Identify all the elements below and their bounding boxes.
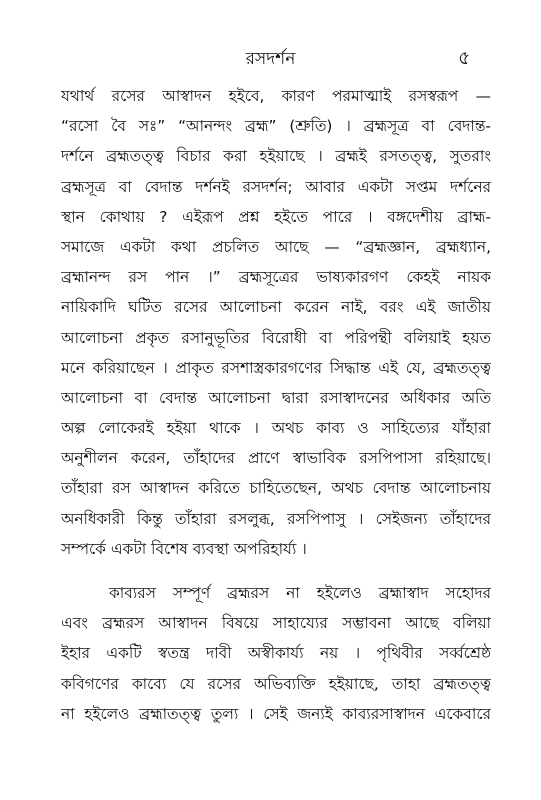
text-line: নায়িকাদি ঘটিত রসের আলোচনা করেন নাই, বরং এই জাতীয়: [61, 298, 491, 317]
page-number: ৫: [458, 47, 471, 69]
text-line: ব্রহ্মসূত্র বা বেদান্ত দর্শনই রসদর্শন; আবার একটা সপ্তম দর্শনের: [61, 177, 491, 196]
text-line: দর্শনে ব্রহ্মতত্ত্ব বিচার করা হইয়াছে । ব্রহ্মই রসতত্ত্ব, সুতরাং: [61, 147, 491, 166]
text-line: মনে করিয়াছেন । প্রাকৃত রসশাস্ত্রকারগণের সিদ্ধান্ত এই যে, ব্রহ্মতত্ত্ব: [61, 358, 491, 377]
running-title: রসদর্শন: [245, 49, 296, 69]
text-line: তাঁহারা রস আস্বাদন করিতে চাহিতেছেন, অথচ বেদান্ত আলোচনায়: [61, 479, 491, 498]
text-line: স্থান কোথায় ? এইরূপ প্রশ্ন হইতে পারে । বঙ্গদেশীয় ব্রাহ্ম-: [61, 207, 491, 226]
body-text: [61, 81, 491, 729]
text-line: অনুশীলন করেন, তাঁহাদের প্রাণে স্বাভাবিক রসপিপাসা রহিয়াছে।: [61, 449, 491, 468]
paragraph-2: [61, 578, 491, 729]
text-line: ব্রহ্মানন্দ রস পান ।” ব্রহ্মসূত্রের ভাষ্যকারগণ কেহই নায়ক: [61, 268, 491, 287]
text-line: কাব্যরস সম্পূর্ণ ব্রহ্মরস না হইলেও ব্রহ্মাস্বাদ সহোদর: [109, 584, 491, 602]
text-line: কবিগণের কাব্যে যে রসের অভিব্যক্তি হইয়াছে, তাহা ব্রহ্মতত্ত্ব: [61, 674, 491, 693]
text-line: “রসো বৈ সঃ” “আনন্দং ব্রহ্ম” (শ্রুতি) । ব্রহ্মসূত্র বা বেদান্ত-: [61, 117, 491, 136]
text-line: সম্পর্কে একটা বিশেষ ব্যবস্থা অপরিহার্য্য ।: [61, 539, 307, 558]
text-line: না হইলেও ব্রহ্মাতত্ত্ব তুল্য । সেই জন্যই কাব্যরসাস্বাদন একেবারে: [61, 704, 491, 723]
text-line: আলোচনা প্রকৃত রসানুভূতির বিরোধী বা পরিপন্থী বলিয়াই হয়ত: [61, 328, 491, 347]
text-line: অনধিকারী কিন্তু তাঁহারা রসলুব্ধ, রসপিপাসু । সেইজন্য তাঁহাদের: [61, 509, 491, 528]
text-line: আলোচনা বা বেদান্ত আলোচনা দ্বারা রসাস্বাদনের অধিকার অতি: [61, 388, 491, 407]
text-line: ইহার একটি স্বতন্ত্র দাবী অস্বীকার্য্য নয় । পৃথিবীর সর্ব্বশ্রেষ্ঠ: [61, 644, 491, 663]
text-line: যথার্থ রসের আস্বাদন হইবে, কারণ পরমাত্মাই রসস্বরূপ —: [61, 87, 491, 105]
text-line: এবং ব্রহ্মরস আস্বাদন বিষয়ে সাহায্যের সম্ভাবনা আছে বলিয়া: [61, 614, 491, 633]
paragraph-gap: [61, 564, 491, 578]
text-line: অল্প লোকেরই হইয়া থাকে । অথচ কাব্য ও সাহিত্যের যাঁহারা: [61, 419, 491, 438]
paragraph-1: [61, 81, 491, 564]
text-line: সমাজে একটা কথা প্রচলিত আছে — “ব্রহ্মজ্ঞান, ব্রহ্মধ্যান,: [61, 237, 491, 256]
